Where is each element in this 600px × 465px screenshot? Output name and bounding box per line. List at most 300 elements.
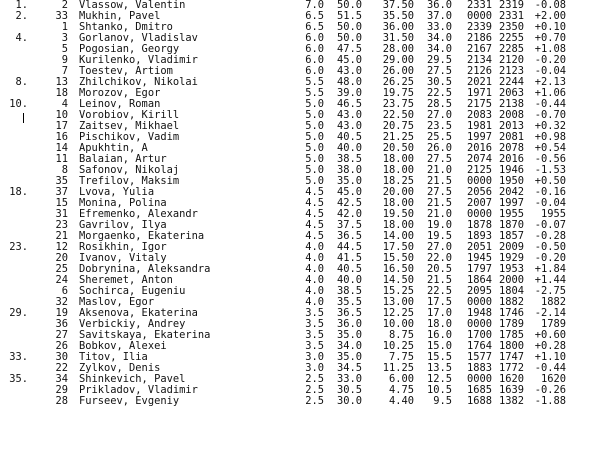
buchholz-cell: 18.00 (382, 219, 414, 231)
player-name-cell: Ivanov, Vitaly (79, 252, 167, 264)
tiebreak-cell: 16.0 (426, 329, 452, 341)
start-number-cell: 11 (55, 153, 68, 165)
points-cell: 5.5 (305, 87, 324, 99)
tiebreak-cell: 9.5 (433, 395, 452, 407)
player-name-cell: Gorlanov, Vladislav (79, 32, 198, 44)
place-cell: 23. (9, 241, 28, 253)
points-cell: 4.5 (305, 219, 324, 231)
player-name-cell: Rosikhin, Igor (79, 241, 167, 253)
rating-change-cell: -1.53 (534, 164, 566, 176)
start-number-cell: 29 (55, 384, 68, 396)
start-number-cell: 19 (55, 307, 68, 319)
points-cell: 5.0 (305, 131, 324, 143)
performance-cell: 2078 (498, 142, 524, 154)
start-number-cell: 30 (55, 351, 68, 363)
rating-cell: 2126 (466, 65, 492, 77)
performance-cell: 1382 (498, 395, 524, 407)
tiebreak-cell: 21.0 (426, 208, 452, 220)
performance-cell: 2350 (498, 21, 524, 33)
rating-change-cell: -0.28 (534, 230, 566, 242)
tiebreak-cell: 27.5 (426, 65, 452, 77)
rating-cell: 2125 (466, 164, 492, 176)
performance-cell: 2244 (498, 76, 524, 88)
rating-cell: 2051 (466, 241, 492, 253)
rating-cell: 2016 (466, 142, 492, 154)
points-cell: 5.0 (305, 153, 324, 165)
rating-cell: 2175 (466, 98, 492, 110)
rating-cell: 0000 (466, 318, 492, 330)
start-number-cell: 33 (55, 10, 68, 22)
rating-change-cell: -0.44 (534, 98, 566, 110)
performance-cell: 2013 (498, 120, 524, 132)
tiebreak-cell: 19.0 (426, 219, 452, 231)
percentage-cell: 38.5 (336, 153, 362, 165)
points-cell: 4.0 (305, 296, 324, 308)
tiebreak-cell: 22.5 (426, 87, 452, 99)
rating-change-cell: +0.50 (534, 175, 566, 187)
player-name-cell: Mukhin, Pavel (79, 10, 161, 22)
points-cell: 4.5 (305, 230, 324, 242)
start-number-cell: 28 (55, 395, 68, 407)
points-cell: 6.0 (305, 32, 324, 44)
start-number-cell: 26 (55, 340, 68, 352)
points-cell: 4.5 (305, 186, 324, 198)
tiebreak-cell: 30.5 (426, 76, 452, 88)
percentage-cell: 40.0 (336, 274, 362, 286)
rating-change-cell: +1.08 (534, 43, 566, 55)
start-number-cell: 37 (55, 186, 68, 198)
player-name-cell: Maslov, Egor (79, 296, 155, 308)
buchholz-cell: 14.50 (382, 274, 414, 286)
performance-cell: 2008 (498, 109, 524, 121)
start-number-cell: 14 (55, 142, 68, 154)
performance-cell: 1882 (498, 296, 524, 308)
performance-cell: 1746 (498, 307, 524, 319)
rating-change-cell: +1.06 (534, 87, 566, 99)
performance-cell: 2063 (498, 87, 524, 99)
text-cursor (23, 113, 24, 123)
tiebreak-cell: 22.0 (426, 252, 452, 264)
percentage-cell: 35.5 (336, 296, 362, 308)
tiebreak-cell: 19.5 (426, 230, 452, 242)
percentage-cell: 34.0 (336, 340, 362, 352)
tiebreak-cell: 18.0 (426, 318, 452, 330)
performance-cell: 1800 (498, 340, 524, 352)
rating-change-cell: -0.26 (534, 384, 566, 396)
performance-cell: 1747 (498, 351, 524, 363)
percentage-cell: 38.5 (336, 285, 362, 297)
points-cell: 4.5 (305, 208, 324, 220)
start-number-cell: 4 (61, 98, 68, 110)
start-number-cell: 9 (61, 54, 68, 66)
player-name-cell: Trefilov, Maksim (79, 175, 180, 187)
player-name-cell: Dobrynina, Aleksandra (79, 263, 211, 275)
rating-cell: 0000 (466, 175, 492, 187)
percentage-cell: 50.0 (336, 32, 362, 44)
points-cell: 4.0 (305, 252, 324, 264)
performance-cell: 2138 (498, 98, 524, 110)
start-number-cell: 21 (55, 230, 68, 242)
player-name-cell: Pogosian, Georgy (79, 43, 180, 55)
performance-cell: 2009 (498, 241, 524, 253)
tiebreak-cell: 12.5 (426, 373, 452, 385)
start-number-cell: 10 (55, 109, 68, 121)
points-cell: 2.5 (305, 395, 324, 407)
buchholz-cell: 16.50 (382, 263, 414, 275)
tiebreak-cell: 17.5 (426, 296, 452, 308)
percentage-cell: 33.0 (336, 373, 362, 385)
rating-change-cell: -0.44 (534, 362, 566, 374)
rating-cell: 2074 (466, 153, 492, 165)
points-cell: 6.5 (305, 21, 324, 33)
points-cell: 5.0 (305, 164, 324, 176)
rating-cell: 1577 (466, 351, 492, 363)
player-name-cell: Titov, Ilia (79, 351, 148, 363)
performance-cell: 2120 (498, 54, 524, 66)
rating-cell: 2056 (466, 186, 492, 198)
tiebreak-cell: 34.0 (426, 43, 452, 55)
rating-change-cell: +0.70 (534, 32, 566, 44)
points-cell: 5.0 (305, 98, 324, 110)
points-cell: 5.0 (305, 109, 324, 121)
percentage-cell: 43.0 (336, 65, 362, 77)
rating-cell: 1971 (466, 87, 492, 99)
start-number-cell: 7 (61, 65, 68, 77)
percentage-cell: 39.0 (336, 87, 362, 99)
points-cell: 6.0 (305, 54, 324, 66)
points-cell: 5.0 (305, 120, 324, 132)
start-number-cell: 3 (61, 32, 68, 44)
buchholz-cell: 31.50 (382, 32, 414, 44)
rating-change-cell: 1882 (540, 296, 566, 308)
start-number-cell: 22 (55, 362, 68, 374)
performance-cell: 1929 (498, 252, 524, 264)
percentage-cell: 37.5 (336, 219, 362, 231)
tiebreak-cell: 17.0 (426, 307, 452, 319)
rating-change-cell: +1.44 (534, 274, 566, 286)
rating-cell: 0000 (466, 10, 492, 22)
buchholz-cell: 18.00 (382, 153, 414, 165)
points-cell: 3.5 (305, 329, 324, 341)
player-name-cell: Vorobiov, Kirill (79, 109, 180, 121)
start-number-cell: 8 (61, 164, 68, 176)
start-number-cell: 36 (55, 318, 68, 330)
start-number-cell: 25 (55, 263, 68, 275)
percentage-cell: 34.5 (336, 362, 362, 374)
performance-cell: 1772 (498, 362, 524, 374)
rating-change-cell: -0.20 (534, 54, 566, 66)
buchholz-cell: 8.75 (388, 329, 414, 341)
player-name-cell: Pischikov, Vadim (79, 131, 180, 143)
performance-cell: 1620 (498, 373, 524, 385)
rating-cell: 2083 (466, 109, 492, 121)
points-cell: 3.5 (305, 340, 324, 352)
rating-change-cell: -2.14 (534, 307, 566, 319)
points-cell: 6.0 (305, 65, 324, 77)
start-number-cell: 27 (55, 329, 68, 341)
points-cell: 4.0 (305, 241, 324, 253)
tiebreak-cell: 22.5 (426, 285, 452, 297)
rating-change-cell: 1620 (540, 373, 566, 385)
percentage-cell: 42.0 (336, 208, 362, 220)
percentage-cell: 45.0 (336, 186, 362, 198)
player-name-cell: Zhilchikov, Nikolai (79, 76, 198, 88)
tiebreak-cell: 27.0 (426, 109, 452, 121)
start-number-cell: 18 (55, 87, 68, 99)
start-number-cell: 24 (55, 274, 68, 286)
rating-change-cell: -0.07 (534, 219, 566, 231)
start-number-cell: 2 (61, 0, 68, 11)
rating-change-cell: +0.60 (534, 329, 566, 341)
buchholz-cell: 11.25 (382, 362, 414, 374)
rating-change-cell: +0.10 (534, 21, 566, 33)
start-number-cell: 1 (61, 21, 68, 33)
buchholz-cell: 4.75 (388, 384, 414, 396)
rating-cell: 1685 (466, 384, 492, 396)
table-row (0, 396, 600, 407)
performance-cell: 1946 (498, 164, 524, 176)
start-number-cell: 23 (55, 219, 68, 231)
start-number-cell: 35 (55, 175, 68, 187)
start-number-cell: 17 (55, 120, 68, 132)
rating-cell: 2186 (466, 32, 492, 44)
rating-cell: 1864 (466, 274, 492, 286)
performance-cell: 2319 (498, 0, 524, 11)
player-name-cell: Morozov, Egor (79, 87, 161, 99)
player-name-cell: Safonov, Nikolaj (79, 164, 180, 176)
place-cell: 10. (9, 98, 28, 110)
rating-cell: 1700 (466, 329, 492, 341)
player-name-cell: Savitskaya, Ekaterina (79, 329, 211, 341)
points-cell: 4.0 (305, 285, 324, 297)
rating-change-cell: +1.84 (534, 263, 566, 275)
rating-change-cell: -0.50 (534, 241, 566, 253)
percentage-cell: 47.5 (336, 43, 362, 55)
buchholz-cell: 21.25 (382, 131, 414, 143)
points-cell: 3.0 (305, 351, 324, 363)
rating-change-cell: +2.13 (534, 76, 566, 88)
percentage-cell: 45.0 (336, 54, 362, 66)
tiebreak-cell: 13.5 (426, 362, 452, 374)
performance-cell: 1953 (498, 263, 524, 275)
tiebreak-cell: 21.5 (426, 274, 452, 286)
points-cell: 7.0 (305, 0, 324, 11)
buchholz-cell: 20.50 (382, 142, 414, 154)
percentage-cell: 35.0 (336, 175, 362, 187)
performance-cell: 2042 (498, 186, 524, 198)
performance-cell: 2255 (498, 32, 524, 44)
percentage-cell: 36.0 (336, 318, 362, 330)
buchholz-cell: 15.50 (382, 252, 414, 264)
performance-cell: 1950 (498, 175, 524, 187)
rating-cell: 1893 (466, 230, 492, 242)
start-number-cell: 13 (55, 76, 68, 88)
rating-cell: 2021 (466, 76, 492, 88)
buchholz-cell: 4.40 (388, 395, 414, 407)
points-cell: 6.5 (305, 10, 324, 22)
performance-cell: 1639 (498, 384, 524, 396)
performance-cell: 2331 (498, 10, 524, 22)
rating-cell: 2339 (466, 21, 492, 33)
player-name-cell: Monina, Polina (79, 197, 167, 209)
buchholz-cell: 13.00 (382, 296, 414, 308)
player-name-cell: Apukhtin, A (79, 142, 148, 154)
tiebreak-cell: 26.0 (426, 142, 452, 154)
rating-cell: 1797 (466, 263, 492, 275)
tiebreak-cell: 34.0 (426, 32, 452, 44)
tiebreak-cell: 10.5 (426, 384, 452, 396)
player-name-cell: Vlassow, Valentin (79, 0, 186, 11)
start-number-cell: 34 (55, 373, 68, 385)
buchholz-cell: 29.00 (382, 54, 414, 66)
points-cell: 3.0 (305, 362, 324, 374)
rating-cell: 0000 (466, 373, 492, 385)
percentage-cell: 48.0 (336, 76, 362, 88)
points-cell: 3.5 (305, 318, 324, 330)
buchholz-cell: 20.75 (382, 120, 414, 132)
rating-change-cell: +1.10 (534, 351, 566, 363)
buchholz-cell: 18.00 (382, 164, 414, 176)
buchholz-cell: 10.00 (382, 318, 414, 330)
start-number-cell: 31 (55, 208, 68, 220)
start-number-cell: 16 (55, 131, 68, 143)
rating-cell: 1688 (466, 395, 492, 407)
buchholz-cell: 10.25 (382, 340, 414, 352)
rating-change-cell: +0.54 (534, 142, 566, 154)
player-name-cell: Sheremet, Anton (79, 274, 173, 286)
buchholz-cell: 26.25 (382, 76, 414, 88)
tiebreak-cell: 29.5 (426, 54, 452, 66)
rating-change-cell: +0.98 (534, 131, 566, 143)
performance-cell: 1955 (498, 208, 524, 220)
tiebreak-cell: 28.5 (426, 98, 452, 110)
rating-cell: 2007 (466, 197, 492, 209)
start-number-cell: 15 (55, 197, 68, 209)
rating-change-cell: 1955 (540, 208, 566, 220)
buchholz-cell: 15.25 (382, 285, 414, 297)
place-cell: 4. (15, 32, 28, 44)
rating-cell: 2331 (466, 0, 492, 11)
percentage-cell: 41.5 (336, 252, 362, 264)
rating-cell: 1945 (466, 252, 492, 264)
performance-cell: 2081 (498, 131, 524, 143)
tiebreak-cell: 23.5 (426, 120, 452, 132)
points-cell: 4.0 (305, 263, 324, 275)
start-number-cell: 12 (55, 241, 68, 253)
points-cell: 5.0 (305, 142, 324, 154)
tiebreak-cell: 36.0 (426, 0, 452, 11)
buchholz-cell: 14.00 (382, 230, 414, 242)
percentage-cell: 36.5 (336, 230, 362, 242)
points-cell: 4.5 (305, 197, 324, 209)
player-name-cell: Balaian, Artur (79, 153, 167, 165)
place-cell: 33. (9, 351, 28, 363)
rating-change-cell: -0.08 (534, 0, 566, 11)
performance-cell: 1997 (498, 197, 524, 209)
tiebreak-cell: 25.5 (426, 131, 452, 143)
player-name-cell: Shinkevich, Pavel (79, 373, 186, 385)
points-cell: 5.0 (305, 175, 324, 187)
player-name-cell: Shtanko, Dmitro (79, 21, 173, 33)
tiebreak-cell: 21.0 (426, 164, 452, 176)
points-cell: 3.5 (305, 307, 324, 319)
points-cell: 6.0 (305, 43, 324, 55)
player-name-cell: Kurilenko, Vladimir (79, 54, 198, 66)
buchholz-cell: 12.25 (382, 307, 414, 319)
percentage-cell: 40.5 (336, 263, 362, 275)
performance-cell: 2016 (498, 153, 524, 165)
player-name-cell: Furseev, Evgeniy (79, 395, 180, 407)
tiebreak-cell: 33.0 (426, 21, 452, 33)
points-cell: 2.5 (305, 373, 324, 385)
place-cell: 8. (15, 76, 28, 88)
percentage-cell: 50.0 (336, 21, 362, 33)
percentage-cell: 38.0 (336, 164, 362, 176)
rating-cell: 1997 (466, 131, 492, 143)
percentage-cell: 50.0 (336, 0, 362, 11)
percentage-cell: 40.5 (336, 131, 362, 143)
performance-cell: 1789 (498, 318, 524, 330)
rating-cell: 1764 (466, 340, 492, 352)
buchholz-cell: 28.00 (382, 43, 414, 55)
percentage-cell: 30.0 (336, 395, 362, 407)
percentage-cell: 46.5 (336, 98, 362, 110)
performance-cell: 1804 (498, 285, 524, 297)
place-cell: 1. (15, 0, 28, 11)
start-number-cell: 6 (61, 285, 68, 297)
percentage-cell: 43.0 (336, 120, 362, 132)
points-cell: 4.0 (305, 274, 324, 286)
rating-change-cell: 1789 (540, 318, 566, 330)
tiebreak-cell: 27.0 (426, 241, 452, 253)
player-name-cell: Aksenova, Ekaterina (79, 307, 198, 319)
tiebreak-cell: 15.5 (426, 351, 452, 363)
rating-cell: 1878 (466, 219, 492, 231)
tiebreak-cell: 20.5 (426, 263, 452, 275)
rating-cell: 2167 (466, 43, 492, 55)
buchholz-cell: 7.75 (388, 351, 414, 363)
buchholz-cell: 26.00 (382, 65, 414, 77)
player-name-cell: Leinov, Roman (79, 98, 161, 110)
rating-change-cell: +2.00 (534, 10, 566, 22)
buchholz-cell: 18.00 (382, 197, 414, 209)
player-name-cell: Gavrilov, Ilya (79, 219, 167, 231)
rating-change-cell: -0.70 (534, 109, 566, 121)
performance-cell: 2123 (498, 65, 524, 77)
buchholz-cell: 6.00 (388, 373, 414, 385)
tiebreak-cell: 27.5 (426, 186, 452, 198)
percentage-cell: 44.5 (336, 241, 362, 253)
buchholz-cell: 37.50 (382, 0, 414, 11)
start-number-cell: 20 (55, 252, 68, 264)
buchholz-cell: 19.50 (382, 208, 414, 220)
percentage-cell: 35.0 (336, 329, 362, 341)
player-name-cell: Verbickiy, Andrey (79, 318, 186, 330)
performance-cell: 1785 (498, 329, 524, 341)
buchholz-cell: 19.75 (382, 87, 414, 99)
rating-cell: 2095 (466, 285, 492, 297)
player-name-cell: Efremenko, Alexandr (79, 208, 198, 220)
rating-change-cell: -0.04 (534, 65, 566, 77)
tiebreak-cell: 21.5 (426, 175, 452, 187)
place-cell: 2. (15, 10, 28, 22)
start-number-cell: 5 (61, 43, 68, 55)
buchholz-cell: 17.50 (382, 241, 414, 253)
player-name-cell: Toestev, Artiom (79, 65, 173, 77)
percentage-cell: 36.5 (336, 307, 362, 319)
buchholz-cell: 22.50 (382, 109, 414, 121)
percentage-cell: 35.0 (336, 351, 362, 363)
